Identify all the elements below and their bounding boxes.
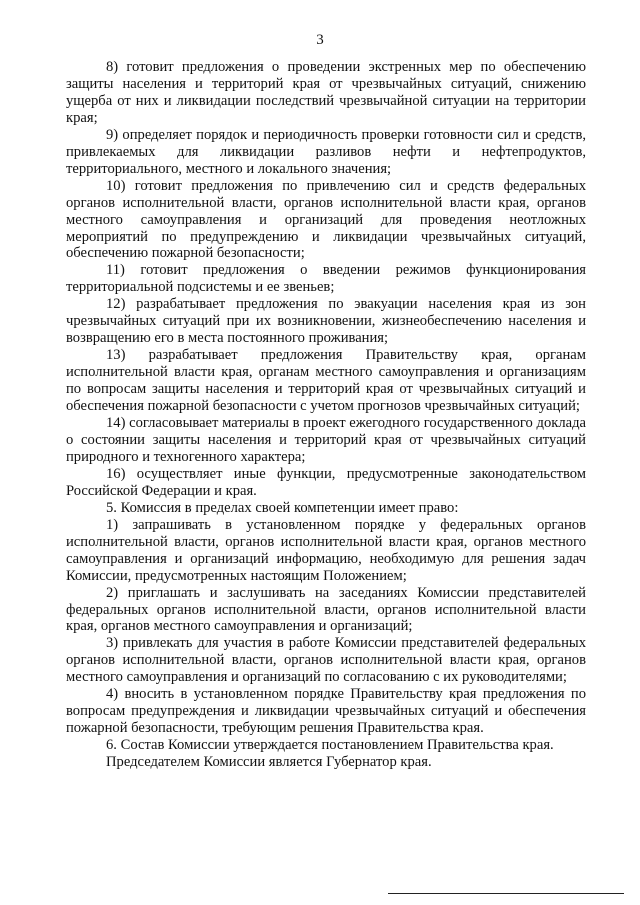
paragraph-item-16: 16) осуществляет иные функции, предусмотренные законодательством Российской Федерации и края. xyxy=(66,465,586,499)
paragraph-item-9: 9) определяет порядок и периодичность проверки готовности сил и средств, привлекаемых для ликвидации разливов нефти и нефтепродуктов, территориального, местного и локального значения; xyxy=(66,126,586,177)
right-item-4: 4) вносить в установленном порядке Правительству края предложения по вопросам предупреждения и ликвидации чрезвычайных ситуаций и обеспечения пожарной безопасности, требующим решения Правительства края. xyxy=(66,686,586,737)
section-5-heading: 5. Комиссия в пределах своей компетенции имеет право: xyxy=(106,499,459,516)
right-item-1: 1) запрашивать в установленном порядке у федеральных органов исполнительной власти, органов исполнительной власти края, органов местного самоуправления и организаций информацию, необходимую для решения задач Комиссии, предусмотренных настоящим Положением; xyxy=(66,516,586,584)
chairman-statement: Председателем Комиссии является Губернатор края. xyxy=(106,754,432,771)
paragraph-item-14: 14) согласовывает материалы в проект ежегодного государственного доклада о состоянии защиты населения и территорий края от чрезвычайных ситуаций природного и техногенного характера; xyxy=(66,415,586,465)
document-body xyxy=(66,59,586,771)
paragraph-item-13: 13) разрабатывает предложения Правительству края, органам исполнительной власти края, органам местного самоуправления и организациям по вопросам защиты населения и территорий края от чрезвычайных ситуаций и обеспечения пожарной безопасности с учетом прогнозов чрезвычайных ситуаций; xyxy=(66,347,586,415)
paragraph-item-10: 10) готовит предложения по привлечению сил и средств федеральных органов исполнительной власти, органов исполнительной власти края, органов местного самоуправления и организаций для проведения неотложных мероприятий по предупреждению и ликвидации чрезвычайных ситуаций, обеспечению пожарной безопасности; xyxy=(66,177,586,262)
page-number: 3 xyxy=(316,32,324,48)
footer-rule xyxy=(388,893,624,894)
paragraph-item-12: 12) разрабатывает предложения по эвакуации населения края из зон чрезвычайных ситуаций при их возникновении, жизнеобеспечению населения и возвращению его в места постоянного проживания; xyxy=(66,296,586,347)
right-item-2: 2) приглашать и заслушивать на заседаниях Комиссии представителей федеральных органов исполнительной власти, органов исполнительной власти края, органов местного самоуправления и организаций; xyxy=(66,584,586,635)
section-6: 6. Состав Комиссии утверждается постановлением Правительства края. xyxy=(106,737,554,754)
paragraph-item-11: 11) готовит предложения о введении режимов функционирования территориальной подсистемы и ее звеньев; xyxy=(66,262,586,296)
paragraph-item-8: 8) готовит предложения о проведении экстренных мер по обеспечению защиты населения и территорий края от чрезвычайных ситуаций, снижению ущерба от них и ликвидации последствий чрезвычайной ситуации на территории края; xyxy=(66,59,586,126)
right-item-3: 3) привлекать для участия в работе Комиссии представителей федеральных органов исполнительной власти, органов исполнительной власти края, органов местного самоуправления и организаций по согласованию с их руководителями; xyxy=(66,635,586,686)
